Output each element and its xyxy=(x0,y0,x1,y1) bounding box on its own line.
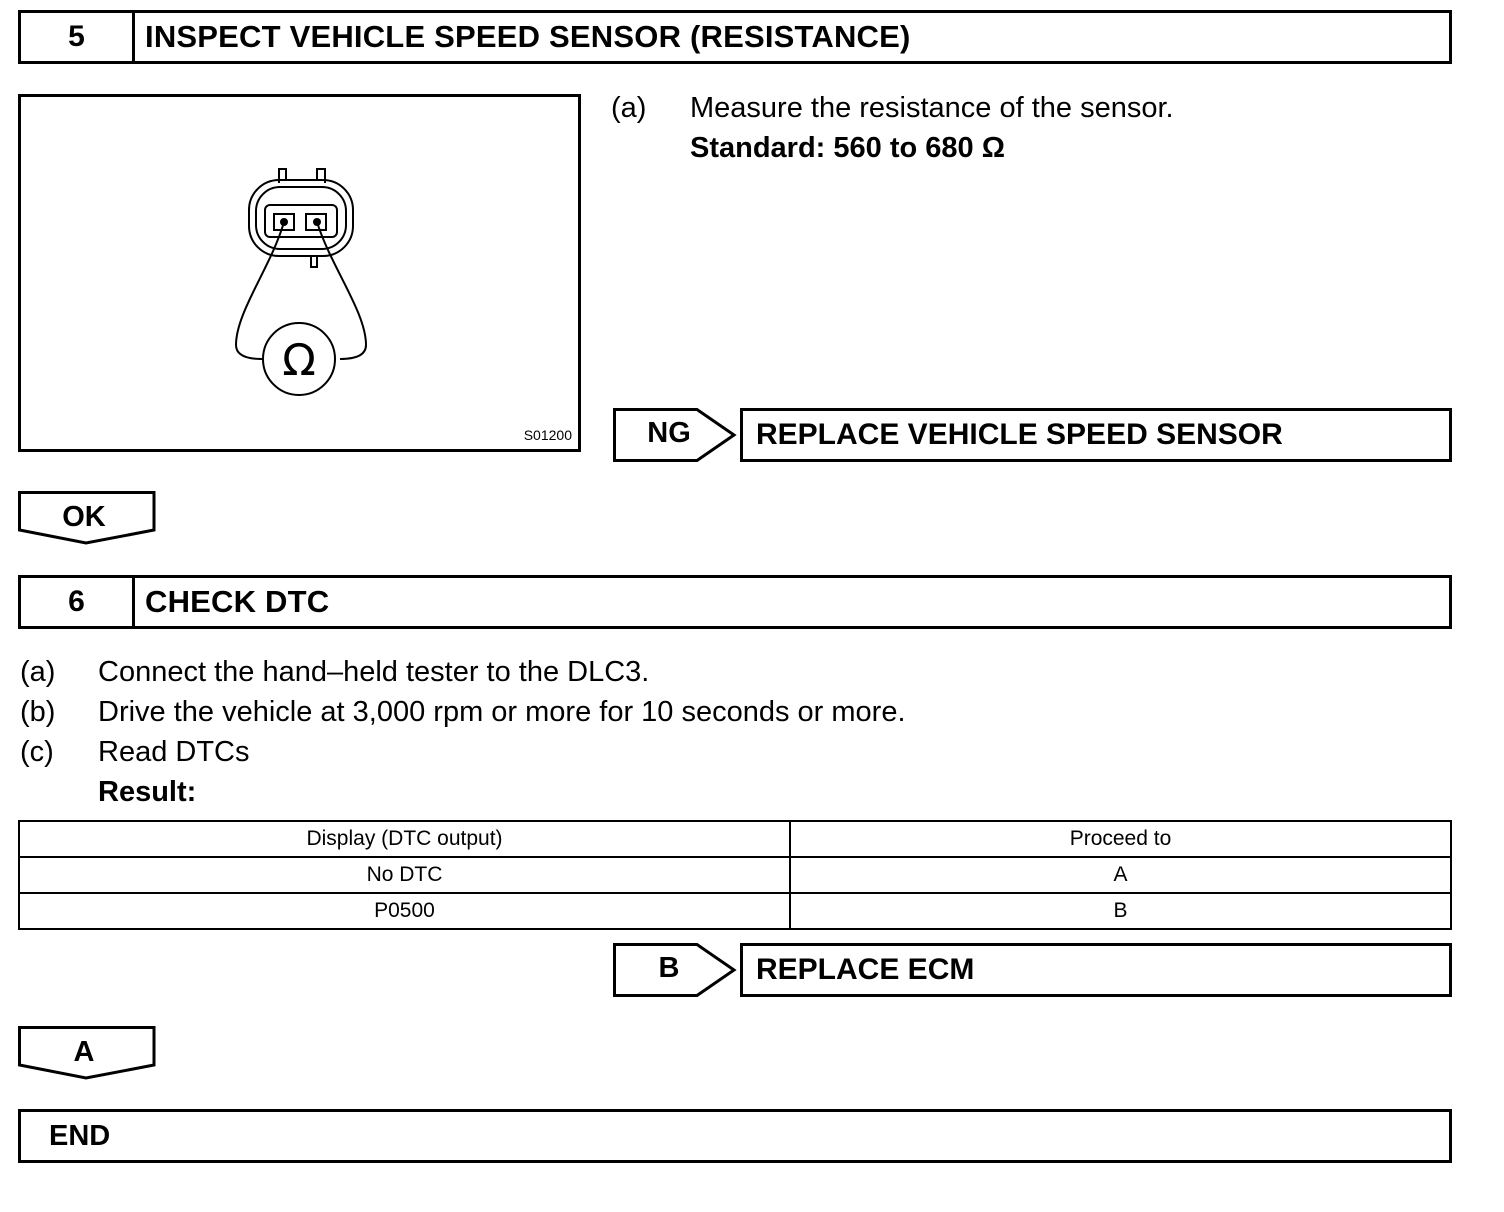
ok-label: OK xyxy=(62,501,106,533)
ohmmeter-icon: Ω xyxy=(282,335,316,386)
step6-title: CHECK DTC xyxy=(145,584,330,619)
step6-marker-b: (b) xyxy=(20,696,56,728)
ng-action-box xyxy=(740,408,1452,462)
b-action-box xyxy=(740,943,1452,997)
step6-marker-a: (a) xyxy=(20,656,56,688)
step6-header xyxy=(18,575,1452,629)
table-cell: P0500 xyxy=(19,893,790,929)
step5-header xyxy=(18,10,1452,64)
end-label: END xyxy=(49,1119,111,1152)
step6-instruction-c: Read DTCs xyxy=(98,736,250,768)
a-label: A xyxy=(73,1036,95,1068)
table-cell: No DTC xyxy=(19,857,790,893)
ng-action-text: REPLACE VEHICLE SPEED SENSOR xyxy=(756,418,1283,451)
end-box xyxy=(18,1109,1452,1163)
step5-instruction-a: Measure the resistance of the sensor. xyxy=(690,92,1174,124)
table-cell: B xyxy=(790,893,1451,929)
result-label: Result: xyxy=(98,776,197,808)
sensor-figure xyxy=(18,94,581,452)
step6-marker-c: (c) xyxy=(20,736,54,768)
b-label: B xyxy=(658,952,680,984)
table-row xyxy=(19,857,1451,893)
step6-instruction-a: Connect the hand–held tester to the DLC3. xyxy=(98,656,650,688)
step5-marker-a: (a) xyxy=(611,92,647,124)
figure-code: S01200 xyxy=(523,427,572,443)
step5-title: INSPECT VEHICLE SPEED SENSOR (RESISTANCE) xyxy=(145,19,911,54)
ng-label: NG xyxy=(647,417,691,449)
step5-standard: Standard: 560 to 680 Ω xyxy=(690,132,1005,164)
connector-diagram xyxy=(21,97,578,449)
b-action-text: REPLACE ECM xyxy=(756,953,975,986)
step6-number: 6 xyxy=(21,578,135,626)
step5-number: 5 xyxy=(21,13,135,61)
result-table xyxy=(18,820,1452,930)
table-row xyxy=(19,893,1451,929)
table-header-row xyxy=(19,821,1451,857)
table-header-cell: Display (DTC output) xyxy=(19,821,790,857)
step6-instruction-b: Drive the vehicle at 3,000 rpm or more for 10 seconds or more. xyxy=(98,696,906,728)
table-header-cell: Proceed to xyxy=(790,821,1451,857)
table-cell: A xyxy=(790,857,1451,893)
